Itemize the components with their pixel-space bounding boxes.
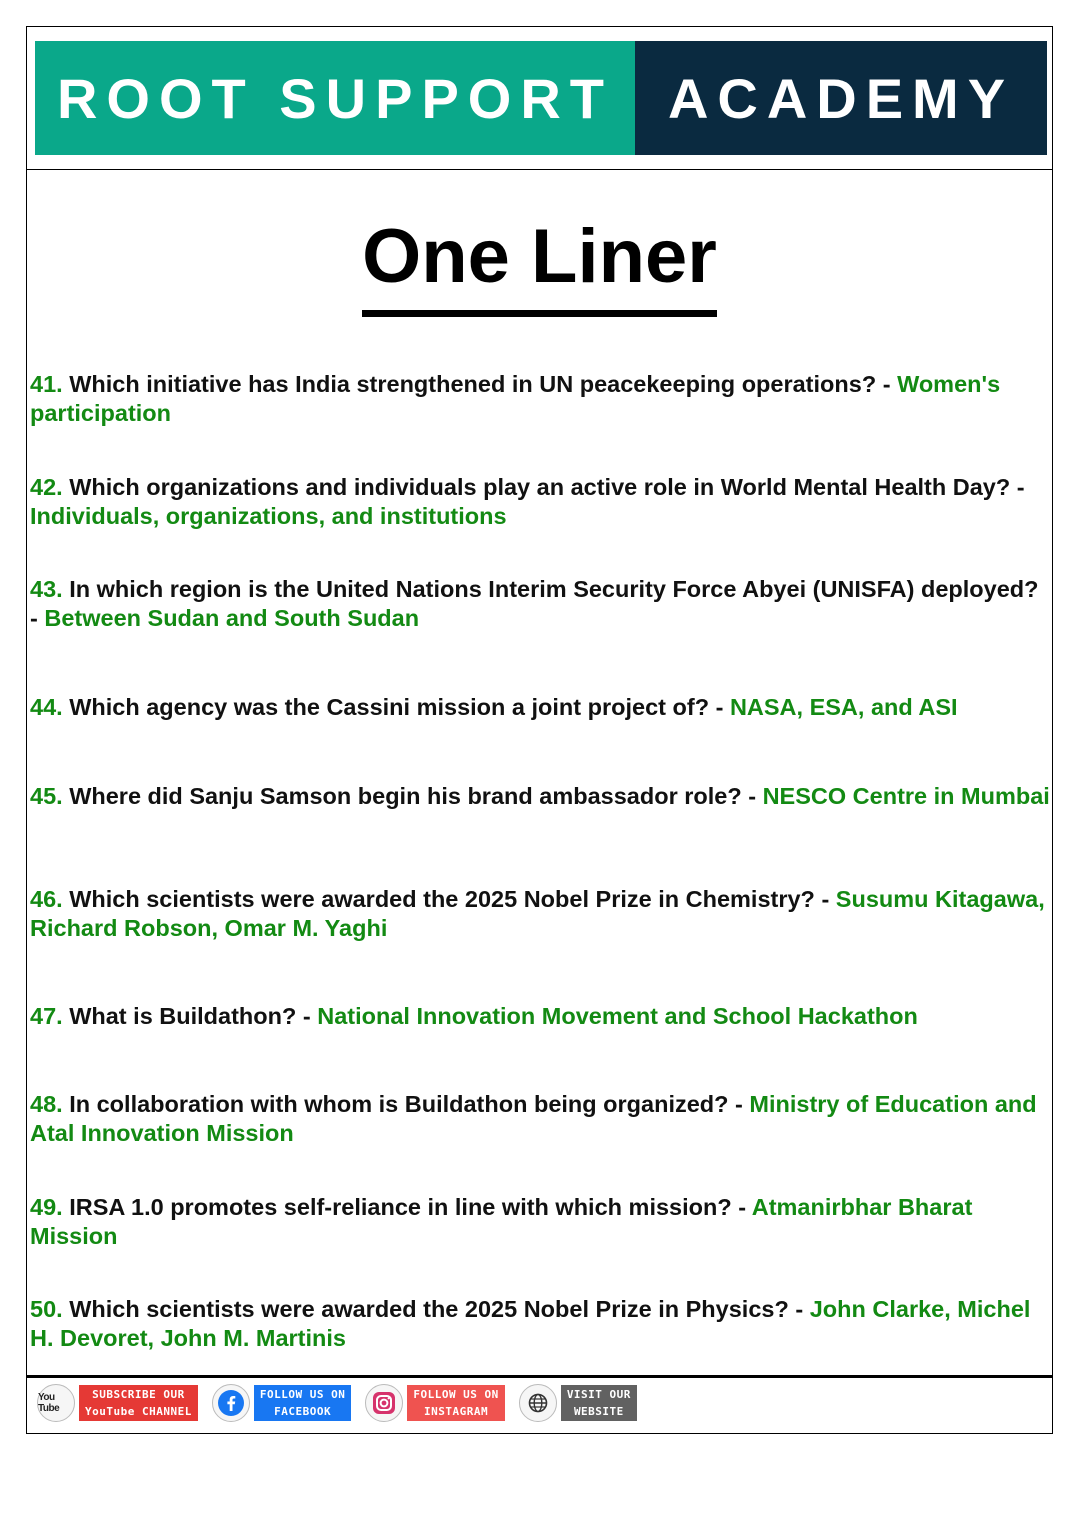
globe-icon — [519, 1384, 557, 1422]
question-text: In which region is the United Nations Interim Security Force Abyei (UNISFA) deployed? - — [30, 576, 1039, 631]
facebook-icon — [212, 1384, 250, 1422]
question-item — [30, 1090, 1052, 1148]
question-answer: NESCO Centre in Mumbai — [762, 783, 1050, 809]
page-frame — [26, 26, 1053, 1434]
question-item — [30, 782, 1052, 811]
question-text: Which organizations and individuals play an active role in World Mental Health Day? - — [62, 474, 1025, 500]
brand-banner — [35, 41, 1047, 155]
question-text: Which initiative has India strengthened in UN peacekeeping operations? - — [62, 371, 898, 397]
youtube-subscribe-label: SUBSCRIBE OUR YouTube CHANNEL — [79, 1385, 198, 1421]
youtube-subscribe-link[interactable] — [37, 1384, 198, 1422]
question-answer: Ministry of Education and Atal Innovation Mission — [30, 1091, 1037, 1146]
question-number: 43. — [30, 576, 63, 602]
question-number: 44. — [30, 694, 63, 720]
question-number: 49. — [30, 1194, 63, 1220]
question-item — [30, 370, 1052, 428]
question-text: IRSA 1.0 promotes self-reliance in line with which mission? - — [62, 1194, 752, 1220]
question-text: Which scientists were awarded the 2025 Nobel Prize in Chemistry? - — [62, 886, 836, 912]
question-answer: NASA, ESA, and ASI — [729, 694, 958, 720]
page-title: One Liner — [362, 213, 717, 317]
question-text: Which agency was the Cassini mission a joint project of? - — [62, 694, 730, 720]
youtube-icon — [37, 1384, 75, 1422]
brand-banner-right — [635, 41, 1047, 155]
question-item — [30, 1295, 1052, 1353]
question-answer: Susumu Kitagawa, Richard Robson, Omar M. Yaghi — [30, 886, 1045, 941]
question-item — [30, 693, 1052, 722]
question-number: 41. — [30, 371, 63, 397]
question-answer: Women's participation — [30, 371, 1001, 426]
instagram-icon-svg — [371, 1390, 397, 1416]
question-item — [30, 1193, 1052, 1251]
brand-name-left: ROOT SUPPORT — [56, 66, 614, 130]
question-item — [30, 575, 1052, 633]
question-number: 42. — [30, 474, 63, 500]
question-item — [30, 885, 1052, 943]
globe-icon-svg — [527, 1392, 549, 1414]
question-answer: National Innovation Movement and School Hackathon — [317, 1003, 918, 1029]
question-number: 50. — [30, 1296, 63, 1322]
social-footer — [37, 1384, 651, 1422]
question-text: Where did Sanju Samson begin his brand ambassador role? - — [62, 783, 763, 809]
facebook-icon-svg — [217, 1389, 245, 1417]
instagram-follow-link[interactable] — [365, 1384, 504, 1422]
question-number: 47. — [30, 1003, 63, 1029]
question-text: In collaboration with whom is Buildathon being organized? - — [62, 1091, 750, 1117]
question-text: Which scientists were awarded the 2025 Nobel Prize in Physics? - — [62, 1296, 810, 1322]
question-text: What is Buildathon? - — [62, 1003, 318, 1029]
website-visit-label: VISIT OUR WEBSITE — [561, 1385, 637, 1421]
instagram-icon — [365, 1384, 403, 1422]
youtube-icon-text: You Tube — [38, 1392, 60, 1414]
facebook-follow-link[interactable] — [212, 1384, 351, 1422]
facebook-follow-label: FOLLOW US ON FACEBOOK — [254, 1385, 351, 1421]
question-answer: Atmanirbhar Bharat Mission — [30, 1194, 973, 1249]
question-answer: Between Sudan and South Sudan — [44, 605, 420, 631]
brand-name-right: ACADEMY — [667, 66, 1015, 130]
question-number: 45. — [30, 783, 63, 809]
website-visit-link[interactable] — [519, 1384, 637, 1422]
brand-banner-left — [35, 41, 635, 155]
question-number: 46. — [30, 886, 63, 912]
question-answer: John Clarke, Michel H. Devoret, John M. Martinis — [30, 1296, 1031, 1351]
header-divider — [27, 169, 1052, 170]
instagram-follow-label: FOLLOW US ON INSTAGRAM — [407, 1385, 504, 1421]
question-item — [30, 473, 1052, 531]
footer-divider — [27, 1375, 1052, 1378]
question-answer: Individuals, organizations, and institutions — [30, 503, 507, 529]
question-number: 48. — [30, 1091, 63, 1117]
title-wrap — [27, 213, 1052, 317]
question-item — [30, 1002, 1052, 1031]
